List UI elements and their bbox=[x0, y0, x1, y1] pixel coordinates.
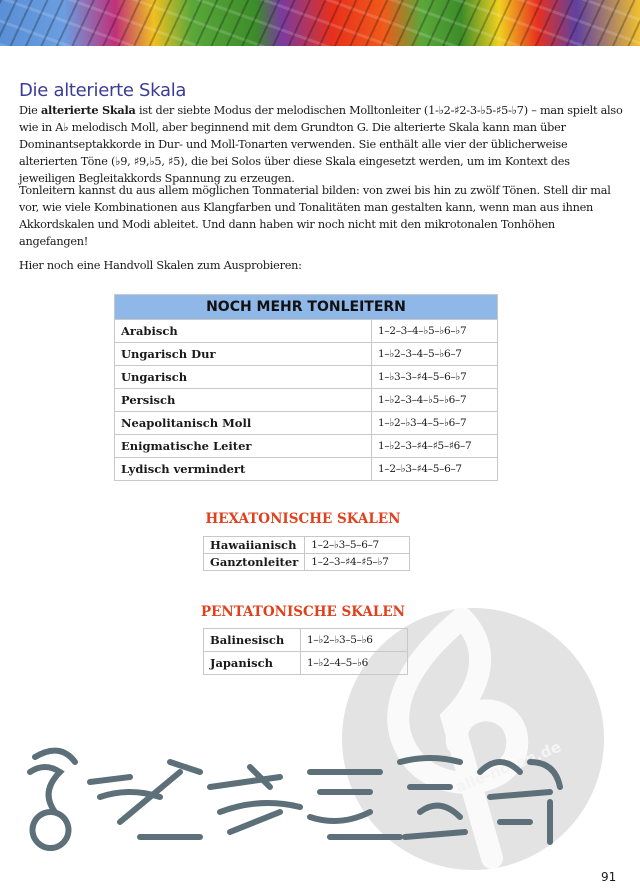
scale-name: Persisch bbox=[115, 389, 372, 412]
scale-formula: 1–2–♭3–♯4–5–6–7 bbox=[372, 458, 498, 481]
bold-term: alterierte Skala bbox=[40, 103, 136, 117]
scale-name: Hawaiianisch bbox=[204, 537, 305, 554]
scale-formula: 1–2–3–♯4–♯5–♭7 bbox=[305, 554, 410, 571]
scale-formula: 1–♭2–4–5–♭6 bbox=[301, 652, 408, 675]
scale-name: Lydisch vermindert bbox=[115, 458, 372, 481]
scale-formula: 1–♭2–3–♯4–♯5–♯6–7 bbox=[372, 435, 498, 458]
scale-row bbox=[115, 435, 498, 458]
scale-row bbox=[115, 320, 498, 343]
section-title: Die alterierte Skala bbox=[19, 80, 187, 101]
scale-row bbox=[115, 458, 498, 481]
table-title: NOCH MEHR TONLEITERN bbox=[115, 295, 498, 320]
hexatonic-title: HEXATONISCHE SKALEN bbox=[205, 511, 401, 527]
hexatonic-table bbox=[203, 536, 410, 571]
scale-name: Japanisch bbox=[204, 652, 301, 675]
paragraph-scales: Tonleitern kannst du aus allem möglichen Tonmaterial bilden: von zwei bis hin zu zwölf Tönen. Stell dir mal vor, wie viele Kombinationen aus Klangfarben und Tonalitäten man gestalten kann, wenn man aus ihnen Akkordskalen und Modi ableitet. Und dann haben wir noch nicht mit den mikrotonalen Tonhöhen angefangen! bbox=[19, 184, 611, 248]
scale-formula: 1–♭3–3–♯4–5–6–♭7 bbox=[372, 366, 498, 389]
scale-name: Ungarisch Dur bbox=[115, 343, 372, 366]
scale-formula: 1–♭2–3–4–5–♭6–7 bbox=[372, 343, 498, 366]
scale-row bbox=[115, 366, 498, 389]
scale-name: Neapolitanisch Moll bbox=[115, 412, 372, 435]
scale-name: Ungarisch bbox=[115, 366, 372, 389]
text: Die bbox=[19, 104, 41, 117]
page-number: 91 bbox=[601, 870, 617, 884]
text: ist der siebte Modus der melodischen Molltonleiter (1-♭2-♯2-3-♭5-♯5-♭7) – man spielt also wie in A♭ melodisch Moll, aber beginnend mit dem Grundton G. Die alterierte Skala kann man über Dominantseptakkorde in Dur- und Moll-Tonarten verwenden. Sie enthält alle vier der üblicherweise alterierten Töne (♭9, ♯9,♭5, ♯5), die bei Solos über diese Skala eingesetzt werden, um im Kontext des jeweiligen Begleitakkords Spannung zu erzeugen. bbox=[19, 104, 623, 185]
scale-row bbox=[204, 629, 408, 652]
scale-name: Arabisch bbox=[115, 320, 372, 343]
header-illustration bbox=[0, 0, 640, 46]
scale-name: Enigmatische Leiter bbox=[115, 435, 372, 458]
scale-row bbox=[115, 343, 498, 366]
paragraph-lead-in: Hier noch eine Handvoll Skalen zum Ausprobieren: bbox=[19, 259, 302, 272]
scale-formula: 1–♭2–♭3–5–♭6 bbox=[301, 629, 408, 652]
scale-name: Ganztonleiter bbox=[204, 554, 305, 571]
scale-formula: 1–2–3–4–♭5–♭6–♭7 bbox=[372, 320, 498, 343]
scale-row bbox=[115, 412, 498, 435]
scale-row bbox=[204, 554, 410, 571]
more-scales-table bbox=[114, 294, 498, 481]
scale-formula: 1–♭2–3–4–♭5–♭6–7 bbox=[372, 389, 498, 412]
scale-row bbox=[204, 537, 410, 554]
pentatonic-table bbox=[203, 628, 408, 675]
pentatonic-title: PENTATONISCHE SKALEN bbox=[200, 604, 406, 620]
scale-row bbox=[204, 652, 408, 675]
paragraph-intro bbox=[19, 102, 624, 187]
scale-formula: 1–2–♭3–5–6–7 bbox=[305, 537, 410, 554]
scale-name: Balinesisch bbox=[204, 629, 301, 652]
music-doodle-illustration bbox=[20, 742, 580, 867]
watermark-text: alle-noten.de bbox=[452, 737, 564, 797]
scale-formula: 1–♭2–♭3–4–5–♭6–7 bbox=[372, 412, 498, 435]
scale-row bbox=[115, 389, 498, 412]
